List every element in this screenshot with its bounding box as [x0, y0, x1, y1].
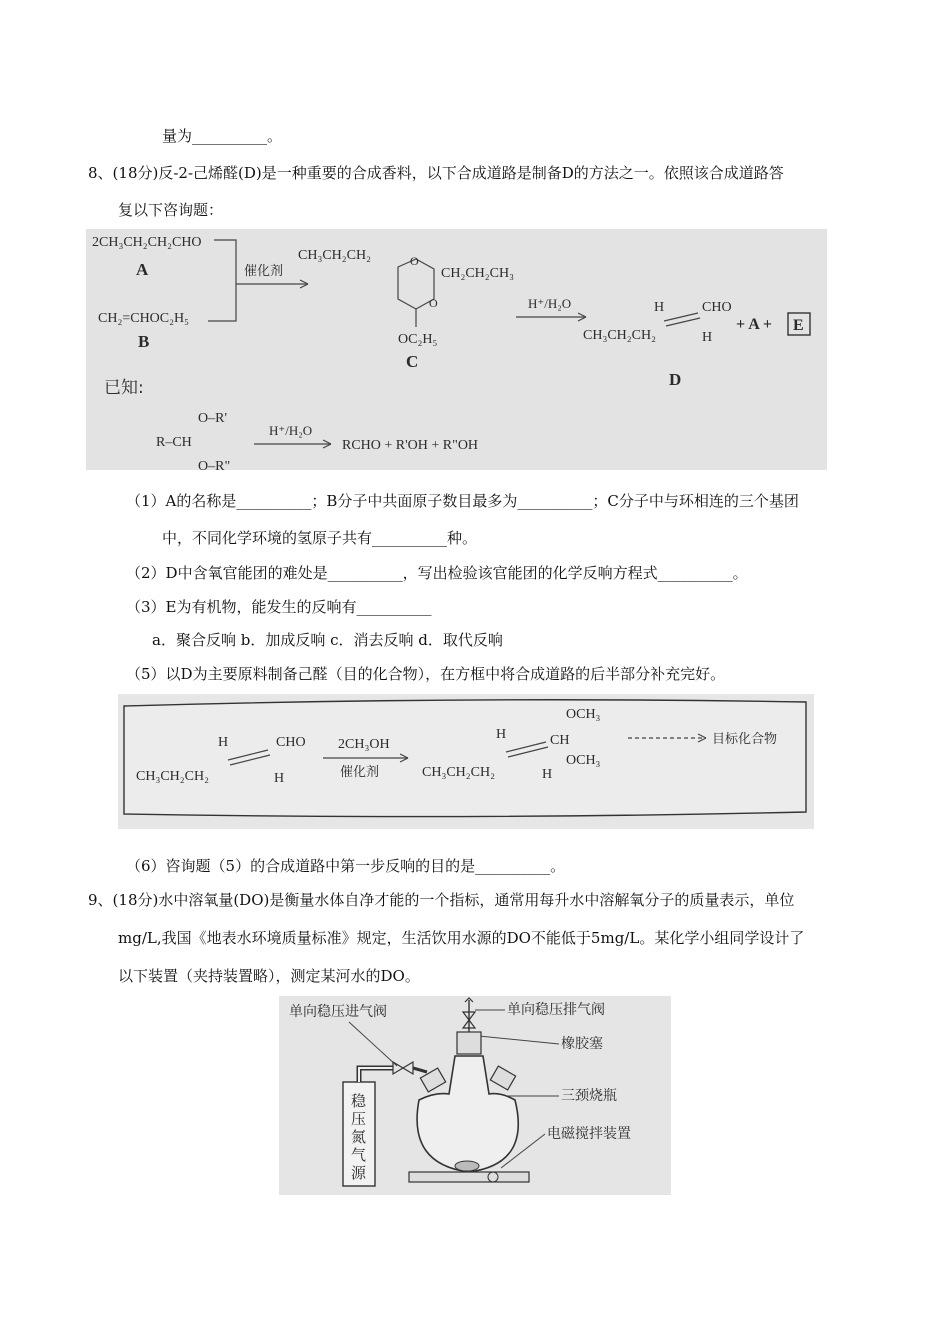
product-och3-bottom: OCH₃	[566, 753, 601, 768]
compound-a-formula: 2CH₃CH₂CH₂CHO	[92, 235, 202, 250]
svg-text:O: O	[410, 254, 419, 268]
route-completion-figure	[118, 694, 814, 829]
q8-stem-line1: 8、(18分)反-2-己烯醛(D)是一种重要的合成香料，以下合成道路是制备D的方法之一。依照该合成道路答	[88, 164, 784, 182]
inlet-valve-label: 单向稳压进气阀	[289, 1005, 387, 1020]
q8-stem-line2: 复以下咨询题：	[118, 201, 224, 219]
svg-text:O: O	[429, 296, 438, 310]
q9-stem-line3: 以下装置（夹持装置略），测定某河水的DO。	[118, 967, 420, 985]
q8-part3-options: a．聚合反响 b．加成反响 c．消去反响 d．取代反响	[152, 631, 503, 649]
q9-stem-line1: 9、(18分)水中溶氧量(DO)是衡量水体自净才能的一个指标，通常用每升水中溶解氧分子的质量表示，单位	[88, 891, 795, 909]
q8-part2: （2）D中含氧官能团的难处是__________，写出检验该官能团的化学反响方程式__________。	[126, 564, 748, 582]
compound-c-bottom-group: OC₂H₅	[398, 332, 438, 347]
compound-c-label: C	[406, 352, 419, 371]
n2-source-char-3: 氮	[351, 1130, 367, 1146]
product-h-top: H	[496, 727, 507, 742]
n2-source-char-2: 压	[351, 1112, 367, 1128]
start-cho: CHO	[276, 735, 306, 750]
compound-d-h-top: H	[654, 300, 665, 315]
stopper-label: 橡胶塞	[561, 1037, 603, 1052]
q8-part1-line1: （1）A的名称是__________；B分子中共面原子数目最多为__________；C分子中与环相连的三个基团	[126, 492, 799, 510]
acetal-catalyst: 催化剂	[340, 765, 380, 780]
compound-a-label: A	[136, 260, 149, 279]
compound-d-cho: CHO	[702, 300, 732, 315]
product-h-bottom: H	[542, 767, 553, 782]
known-or1: O–R'	[198, 411, 227, 426]
compound-b-label: B	[138, 332, 150, 351]
q8-part1-line2: 中，不同化学环境的氢原子共有__________种。	[162, 529, 478, 547]
plus-a-text: + A +	[736, 316, 773, 333]
known-rch: R–CH	[156, 435, 192, 450]
known-reagent: H⁺/H₂O	[269, 423, 313, 438]
known-or2: O–R"	[198, 459, 231, 470]
q8-part5: （5）以D为主要原料制备己醛（目的化合物），在方框中将合成道路的后半部分补充完好。	[126, 665, 726, 683]
q9-stem-line2: mg/L,我国《地表水环境质量标准》规定，生活饮用水源的DO不能低于5mg/L。某化学小组同学设计了	[118, 929, 805, 947]
compound-c-left-chain: CH₃CH₂CH₂	[298, 248, 371, 263]
start-left-chain: CH₃CH₂CH₂	[136, 769, 209, 784]
flask-label: 三颈烧瓶	[561, 1089, 617, 1104]
known-label: 已知:	[104, 378, 144, 398]
compound-d-h-bottom: H	[702, 330, 713, 345]
start-h-bottom: H	[274, 771, 285, 786]
n2-source-char-1: 稳	[351, 1094, 367, 1110]
compound-e-label: E	[793, 317, 804, 334]
compound-b-formula: CH₂=CHOC₂H₅	[98, 311, 189, 326]
q8-part3: （3）E为有机物，能发生的反响有__________	[126, 598, 432, 616]
q8-part6: （6）咨询题（5）的合成道路中第一步反响的目的是__________。	[126, 857, 566, 875]
acetal-reagent: 2CH₃OH	[338, 737, 390, 752]
outlet-valve-label: 单向稳压排气阀	[507, 1003, 605, 1018]
q7-tail-line: 量为__________。	[162, 127, 283, 145]
compound-d-left-chain: CH₃CH₂CH₂	[583, 328, 656, 343]
compound-c-right-chain: CH₂CH₂CH₃	[441, 266, 514, 281]
product-ch: CH	[550, 733, 570, 748]
target-compound-label: 目标化合物	[712, 732, 778, 747]
product-och3-top: OCH₃	[566, 707, 601, 722]
start-h-top: H	[218, 735, 229, 750]
hydrolysis-reagent: H⁺/H₂O	[528, 296, 572, 311]
catalyst-label: 催化剂	[244, 264, 284, 279]
synthesis-route-figure	[86, 229, 827, 470]
n2-source-char-4: 气	[351, 1148, 367, 1164]
n2-source-char-5: 源	[351, 1166, 367, 1182]
known-products: RCHO + R'OH + R"OH	[342, 438, 479, 453]
do-apparatus-figure	[279, 996, 671, 1195]
product-left-chain: CH₃CH₂CH₂	[422, 765, 495, 780]
compound-d-label: D	[669, 370, 682, 389]
stirrer-label: 电磁搅拌装置	[547, 1127, 631, 1142]
